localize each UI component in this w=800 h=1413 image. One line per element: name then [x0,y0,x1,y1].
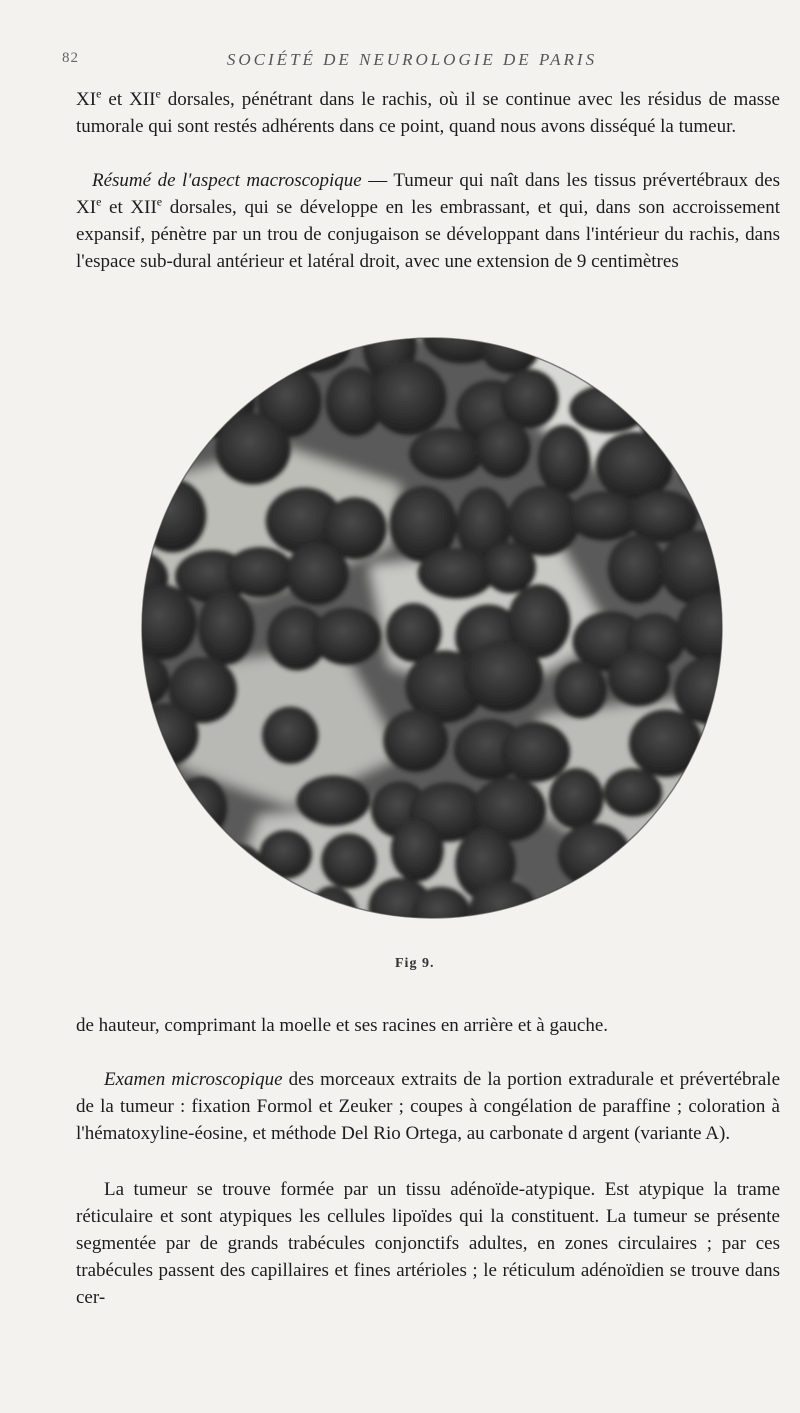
cell-cluster [321,833,376,888]
cell-cluster [722,772,724,844]
cell-cluster [608,535,666,604]
cell-cluster [629,710,703,777]
cell-cluster [229,876,302,920]
paragraph-microscopic-exam: Examen microscopique des morceaux extraits de la portion extradurale et prévertébrale de la tumeur : fixation Formol et Zeuker ; coupes à congélation de paraffine ; coloration à l'hématoxyline-éosine, et méthode Del Rio Ortega, au carbonate d argent (variante A). [76,1069,780,1144]
figure-caption: Fig 9. [395,956,435,971]
cell-cluster [260,830,312,879]
cell-cluster [212,844,264,893]
cell-cluster [140,877,175,920]
cell-cluster [168,336,222,381]
page-number: 82 [62,50,79,66]
cell-cluster [286,543,349,605]
micrograph-figure [140,336,724,920]
paragraph-macroscopic-summary: Résumé de l'aspect macroscopique — Tumeur qui naît dans les tissus prévertébraux des XIe et XIIe dorsales, qui se développe en les embrassant, et qui, dans son accroissement expansif, pénètre par un trou de conjugaison se développant dans l'intérieur du rachis, dans l'espace sub-dural antérieur et latéral droit, avec une extension de 9 centimètres [76,170,780,272]
paragraph-continued: XIe et XIIe dorsales, pénétrant dans le rachis, où il se continue avec les résidus de masse tumorale qui sont restés adhérents dans ce point, quand nous avons disséqué la tumeur. [76,86,780,137]
cell-cluster [174,777,227,839]
cell-cluster [501,722,570,782]
cell-cluster [644,844,702,897]
cell-cluster [161,877,229,920]
cell-cluster [553,336,620,373]
cell-cluster [596,432,674,500]
micrograph-image [140,336,724,920]
page-header [62,50,762,76]
cell-cluster [608,650,670,706]
cell-cluster [312,608,381,665]
section-lead-microscopic: Examen microscopique [104,1069,283,1090]
section-lead-macroscopic: Résumé de l'aspect macroscopique [92,170,362,191]
paragraph-tumor-description: La tumeur se trouve formée par un tissu adénoïde-atypique. Est atypique la trame réticulaire et sont atypiques les cellules lipoïdes qui la constituent. La tumeur se présente segmentée par de grands trabécules conjonctifs adultes, en zones circulaires ; par ces trabécules passent des capillaires et fines artérioles ; le réticulum adénoïdien se trouve dans cer- [76,1179,780,1308]
cell-cluster [558,823,631,887]
cell-cluster [635,367,690,443]
cell-cluster [140,479,206,552]
cell-cluster [409,428,483,480]
cell-cluster [702,825,724,884]
running-title: SOCIÉTÉ DE NEUROLOGIE DE PARIS [226,50,598,69]
cell-cluster [569,385,648,433]
paragraph-continued-2: de hauteur, comprimant la moelle et ses racines en arrière et à gauche. [76,1015,609,1036]
cell-cluster [596,336,658,378]
cell-cluster [226,547,294,597]
cell-cluster [383,710,448,772]
cell-cluster [719,425,724,474]
cell-cluster [537,895,591,920]
cell-cluster [604,768,663,816]
cell-cluster [483,542,536,594]
cell-cluster [370,360,446,435]
cell-cluster [681,768,724,843]
cell-cluster [297,775,370,825]
cell-cluster [262,707,318,764]
cell-cluster [476,419,530,478]
cell-cluster [549,768,604,829]
cell-cluster [391,818,444,882]
cell-cluster [418,548,495,599]
cell-cluster [463,640,543,712]
cell-cluster [538,425,590,494]
cell-cluster [554,662,607,719]
cell-cluster [140,438,184,492]
cell-cluster [198,591,254,665]
cell-cluster [592,893,658,920]
cell-cluster [694,386,724,438]
cell-cluster [677,336,725,367]
cell-cluster [229,336,303,377]
cell-cluster [669,894,724,920]
